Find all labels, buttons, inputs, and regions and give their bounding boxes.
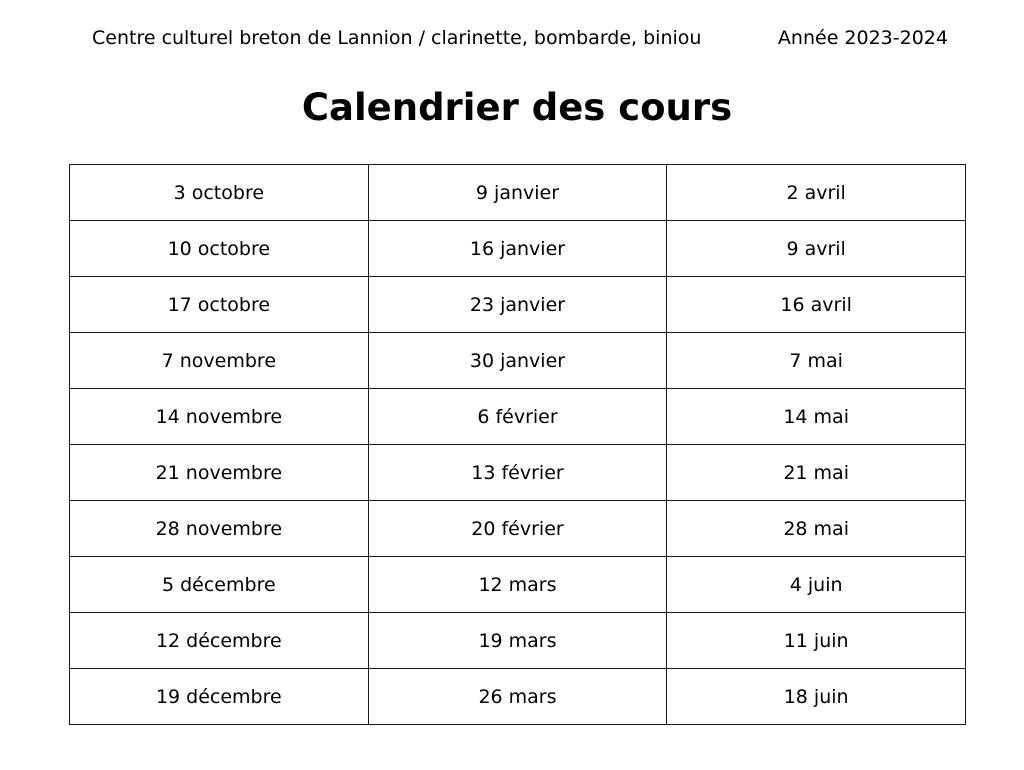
table-cell: 3 octobre xyxy=(70,165,369,221)
table-cell: 7 mai xyxy=(667,333,966,389)
table-row xyxy=(70,333,966,389)
table-row xyxy=(70,669,966,725)
table-cell: 18 juin xyxy=(667,669,966,725)
table-cell: 21 mai xyxy=(667,445,966,501)
header-year: Année 2023-2024 xyxy=(777,27,948,49)
table-cell: 30 janvier xyxy=(368,333,667,389)
table-row xyxy=(70,277,966,333)
table-cell: 9 janvier xyxy=(368,165,667,221)
table-cell: 21 novembre xyxy=(70,445,369,501)
table-cell: 28 novembre xyxy=(70,501,369,557)
table-row xyxy=(70,165,966,221)
table-cell: 4 juin xyxy=(667,557,966,613)
table-cell: 5 décembre xyxy=(70,557,369,613)
table-cell: 14 novembre xyxy=(70,389,369,445)
page-title: Calendrier des cours xyxy=(301,86,733,129)
table-cell: 11 juin xyxy=(667,613,966,669)
table-row xyxy=(70,221,966,277)
table-cell: 16 avril xyxy=(667,277,966,333)
header-organization: Centre culturel breton de Lannion / clarinette, bombarde, biniou xyxy=(92,27,702,49)
table-cell: 16 janvier xyxy=(368,221,667,277)
table-cell: 20 février xyxy=(368,501,667,557)
table-cell: 2 avril xyxy=(667,165,966,221)
table-cell: 19 décembre xyxy=(70,669,369,725)
table-row xyxy=(70,557,966,613)
table-cell: 9 avril xyxy=(667,221,966,277)
table-cell: 28 mai xyxy=(667,501,966,557)
table-cell: 19 mars xyxy=(368,613,667,669)
schedule-table xyxy=(69,164,966,725)
table-cell: 23 janvier xyxy=(368,277,667,333)
table-cell: 17 octobre xyxy=(70,277,369,333)
table-row xyxy=(70,445,966,501)
table-row xyxy=(70,613,966,669)
table-row xyxy=(70,389,966,445)
table-cell: 6 février xyxy=(368,389,667,445)
table-cell: 10 octobre xyxy=(70,221,369,277)
table-row xyxy=(70,501,966,557)
table-cell: 14 mai xyxy=(667,389,966,445)
table-cell: 13 février xyxy=(368,445,667,501)
table-cell: 7 novembre xyxy=(70,333,369,389)
table-cell: 12 mars xyxy=(368,557,667,613)
table-cell: 26 mars xyxy=(368,669,667,725)
table-cell: 12 décembre xyxy=(70,613,369,669)
